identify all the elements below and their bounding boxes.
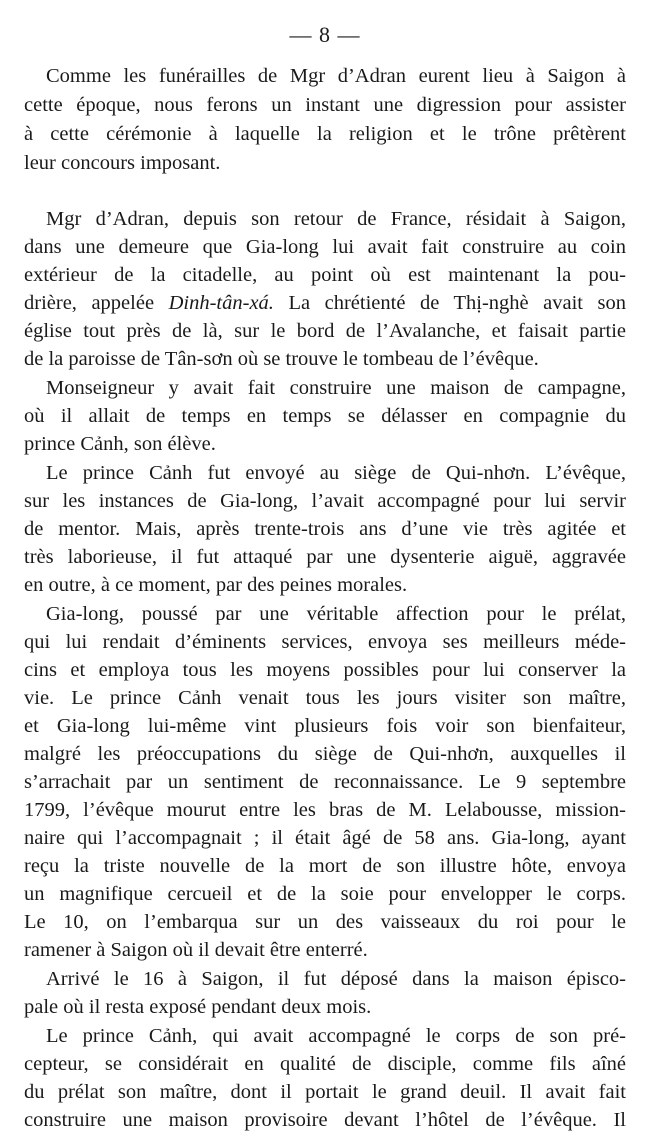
paragraph-2-line-5: église tout près de là, sur le bord de l’Avalanche, et faisait partie [24, 320, 626, 342]
paragraph-5-line-9: naire qui l’accompagnait ; il était âgé de 58 ans. Gia-long, ayant [24, 827, 626, 849]
page-number: — 8 — [289, 22, 361, 47]
paragraph-3-line-3: prince Cảnh, son élève. [24, 433, 216, 455]
paragraph-6-line-1: Arrivé le 16 à Saigon, il fut déposé dans la maison épisco- [46, 968, 626, 990]
paragraph-3-line-1: Monseigneur y avait fait construire une maison de campagne, [46, 377, 626, 399]
paragraph-2-line-3: extérieur de la citadelle, au point où est maintenant la pou- [24, 264, 626, 286]
paragraph-1-line-1: Comme les funérailles de Mgr d’Adran eurent lieu à Saigon à [46, 65, 626, 87]
paragraph-5-line-4: vie. Le prince Cảnh venait tous les jours visiter son maître, [24, 687, 626, 709]
paragraph-7-line-3: du prélat son maître, dont il portait le grand deuil. Il avait fait [24, 1081, 626, 1103]
paragraph-5-line-13: ramener à Saigon où il devait être enterré. [24, 939, 368, 961]
paragraph-6-line-2: pale où il resta exposé pendant deux mois. [24, 996, 372, 1018]
paragraph-2-line-6: de la paroisse de Tân-sơn où se trouve le tombeau de l’évêque. [24, 348, 539, 370]
paragraph-5-line-11: un magnifique cercueil et de la soie pour envelopper le corps. [24, 883, 626, 905]
paragraph-5-line-1: Gia-long, poussé par une véritable affection pour le prélat, [46, 603, 626, 625]
paragraph-1-line-2: cette époque, nous ferons un instant une digression pour assister [24, 94, 626, 116]
paragraph-5-line-8: 1799, l’évêque mourut entre les bras de M. Lelabousse, mission- [24, 799, 626, 821]
paragraph-3-line-2: où il allait de temps en temps se délasser en compagnie du [24, 405, 626, 427]
paragraph-2-line-1: Mgr d’Adran, depuis son retour de France, résidait à Saigon, [46, 208, 626, 230]
paragraph-4-line-4: très laborieuse, il fut attaqué par une dysenterie aiguë, aggravée [24, 546, 626, 568]
paragraph-5-line-3: cins et employa tous les moyens possibles pour lui conserver la [24, 659, 626, 681]
paragraph-5-line-10: reçu la triste nouvelle de la mort de son illustre hôte, envoya [24, 855, 626, 877]
place-name-italic: Dinh-tân-xá. [168, 292, 274, 314]
paragraph-5-line-5: et Gia-long lui-même vint plusieurs fois voir son bienfaiteur, [24, 715, 626, 737]
paragraph-1-line-4: leur concours imposant. [24, 152, 221, 174]
paragraph-2-line-4 [24, 289, 626, 317]
paragraph-4-line-3: de mentor. Mais, après trente-trois ans d’une vie très agitée et [24, 518, 626, 540]
paragraph-4-line-1: Le prince Cảnh fut envoyé au siège de Qui-nhơn. L’évêque, [46, 462, 626, 484]
paragraph-2-line-4-end: La chrétienté de Thị-nghè avait son [273, 292, 627, 314]
paragraph-5-line-6: malgré les préoccupations du siège de Qui-nhơn, auxquelles il [24, 743, 626, 765]
paragraph-7-line-1: Le prince Cảnh, qui avait accompagné le corps de son pré- [46, 1025, 626, 1047]
paragraph-5-line-2: qui lui rendait d’éminents services, envoya ses meilleurs méde- [24, 631, 626, 653]
paragraph-2-line-4-start: drière, appelée [24, 292, 169, 314]
paragraph-1-line-3: à cette cérémonie à laquelle la religion et le trône prêtèrent [24, 123, 626, 145]
paragraph-5-line-7: s’arrachait par un sentiment de reconnaissance. Le 9 septembre [24, 771, 626, 793]
paragraph-2-line-2: dans une demeure que Gia-long lui avait fait construire au coin [24, 236, 626, 258]
paragraph-7-line-2: cepteur, se considérait en qualité de disciple, comme fils aîné [24, 1053, 626, 1075]
paragraph-5-line-12: Le 10, on l’embarqua sur un des vaisseaux du roi pour le [24, 911, 626, 933]
paragraph-7-line-4: construire une maison provisoire devant l’hôtel de l’évêque. Il [24, 1109, 626, 1131]
paragraph-4-line-2: sur les instances de Gia-long, l’avait accompagné pour lui servir [24, 490, 626, 512]
paragraph-4-line-5: en outre, à ce moment, par des peines morales. [24, 574, 408, 596]
